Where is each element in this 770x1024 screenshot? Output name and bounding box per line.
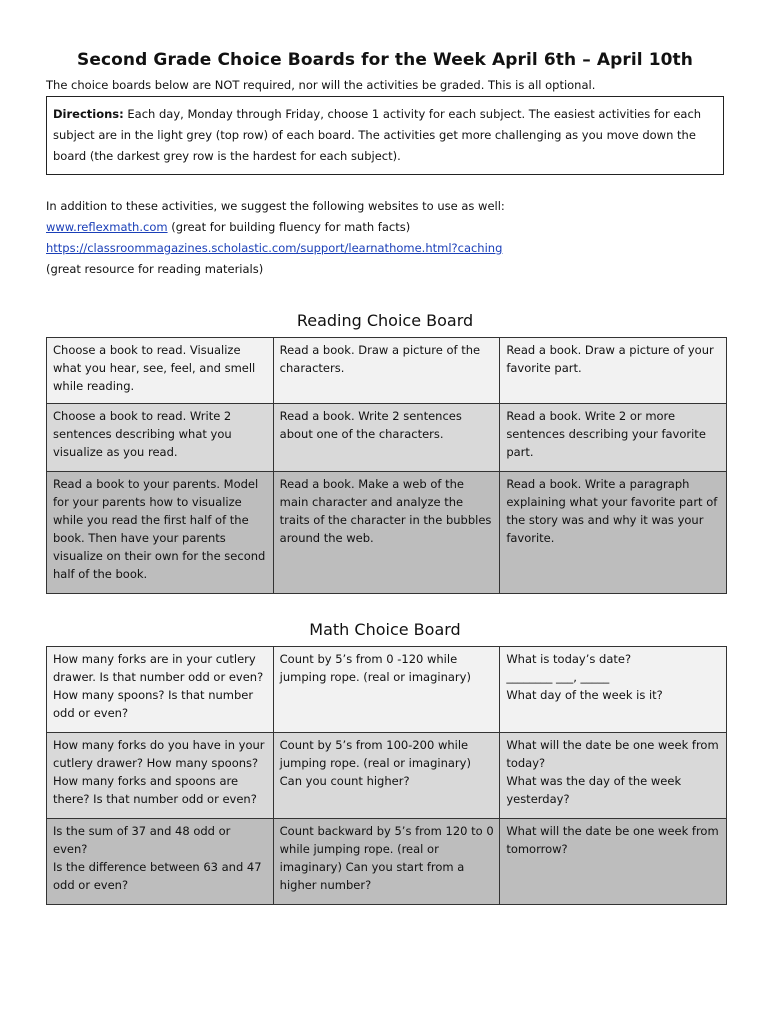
reading-cell: Read a book. Write 2 sentences about one of the characters. xyxy=(273,404,500,472)
reflexmath-link[interactable]: www.reflexmath.com xyxy=(46,220,168,234)
math-cell-line: What day of the week is it? xyxy=(506,688,663,702)
reading-choice-board xyxy=(46,337,727,594)
math-cell-line: Is the sum of 37 and 48 odd or even? xyxy=(53,824,231,856)
math-cell-line: What will the date be one week from today? xyxy=(506,738,719,770)
math-cell-line: How many forks are in your cutlery drawer. Is that number odd or even? How many spoons? Is that number odd or even? xyxy=(53,652,264,720)
directions-label: Directions: xyxy=(53,107,124,121)
math-cell xyxy=(273,647,500,733)
reflexmath-note: (great for building fluency for math facts) xyxy=(167,220,411,234)
math-cell-line: Can you count higher? xyxy=(279,774,410,788)
math-choice-board xyxy=(46,646,727,905)
math-cell-line: What will the date be one week from tomorrow? xyxy=(506,824,719,856)
directions-box xyxy=(46,96,724,175)
websites-lead: In addition to these activities, we suggest the following websites to use as well: xyxy=(46,199,505,213)
website-line-1 xyxy=(46,217,505,238)
math-cell xyxy=(47,733,274,819)
directions-text: Each day, Monday through Friday, choose 1 activity for each subject. The easiest activities for each subject are in the light grey (top row) of each board. The activities get more challenging as you move down the board (the darkest grey row is the hardest for each subject). xyxy=(53,107,702,163)
math-cell xyxy=(500,647,727,733)
math-cell-line: Count by 5’s from 0 -120 while jumping rope. (real or imaginary) xyxy=(279,652,471,684)
math-cell-line: What is today’s date? xyxy=(506,652,632,666)
reading-row-hard xyxy=(47,472,727,594)
reading-cell: Read a book. Write a paragraph explaining what your favorite part of the story was and why it was your favorite. xyxy=(500,472,727,594)
math-cell xyxy=(500,819,727,905)
math-cell-line: Count backward by 5’s from 120 to 0 while jumping rope. (real or imaginary) Can you start from a higher number? xyxy=(279,824,494,892)
reading-cell: Read a book to your parents. Model for your parents how to visualize while you read the first half of the book. Then have your parents visualize on their own for the second half of the book. xyxy=(47,472,274,594)
reading-row-medium xyxy=(47,404,727,472)
math-board-title: Math Choice Board xyxy=(309,620,461,639)
scholastic-link[interactable]: https://classroommagazines.scholastic.com/support/learnathome.html?caching xyxy=(46,241,503,255)
reading-board-title: Reading Choice Board xyxy=(296,311,474,330)
math-cell-line: Is the difference between 63 and 47 odd or even? xyxy=(53,860,262,892)
page-title: Second Grade Choice Boards for the Week April 6th – April 10th xyxy=(77,50,693,70)
scholastic-note: (great resource for reading materials) xyxy=(46,262,264,276)
date-blank-line: ________ ___, _____ xyxy=(506,670,610,684)
math-cell xyxy=(47,647,274,733)
math-cell-line: What was the day of the week yesterday? xyxy=(506,774,682,806)
math-cell xyxy=(47,819,274,905)
math-cell xyxy=(273,733,500,819)
reading-cell: Read a book. Draw a picture of the characters. xyxy=(273,338,500,404)
reading-cell: Choose a book to read. Visualize what you hear, see, feel, and smell while reading. xyxy=(47,338,274,404)
reading-cell: Read a book. Make a web of the main character and analyze the traits of the character in the bubbles around the web. xyxy=(273,472,500,594)
reading-cell: Read a book. Draw a picture of your favorite part. xyxy=(500,338,727,404)
website-line-2 xyxy=(46,238,505,259)
math-cell-line: Count by 5’s from 100-200 while jumping rope. (real or imaginary) xyxy=(279,738,471,770)
math-row-hard xyxy=(47,819,727,905)
math-cell xyxy=(273,819,500,905)
reading-cell: Read a book. Write 2 or more sentences describing your favorite part. xyxy=(500,404,727,472)
math-cell-line: How many forks do you have in your cutlery drawer? How many spoons? How many forks and spoons are there? Is that number odd or even? xyxy=(53,738,265,806)
suggested-websites xyxy=(46,196,505,280)
intro-note: The choice boards below are NOT required, nor will the activities be graded. This is all optional. xyxy=(46,78,596,92)
reading-row-easy xyxy=(47,338,727,404)
math-row-medium xyxy=(47,733,727,819)
reading-cell: Choose a book to read. Write 2 sentences describing what you visualize as you read. xyxy=(47,404,274,472)
math-row-easy xyxy=(47,647,727,733)
math-cell xyxy=(500,733,727,819)
